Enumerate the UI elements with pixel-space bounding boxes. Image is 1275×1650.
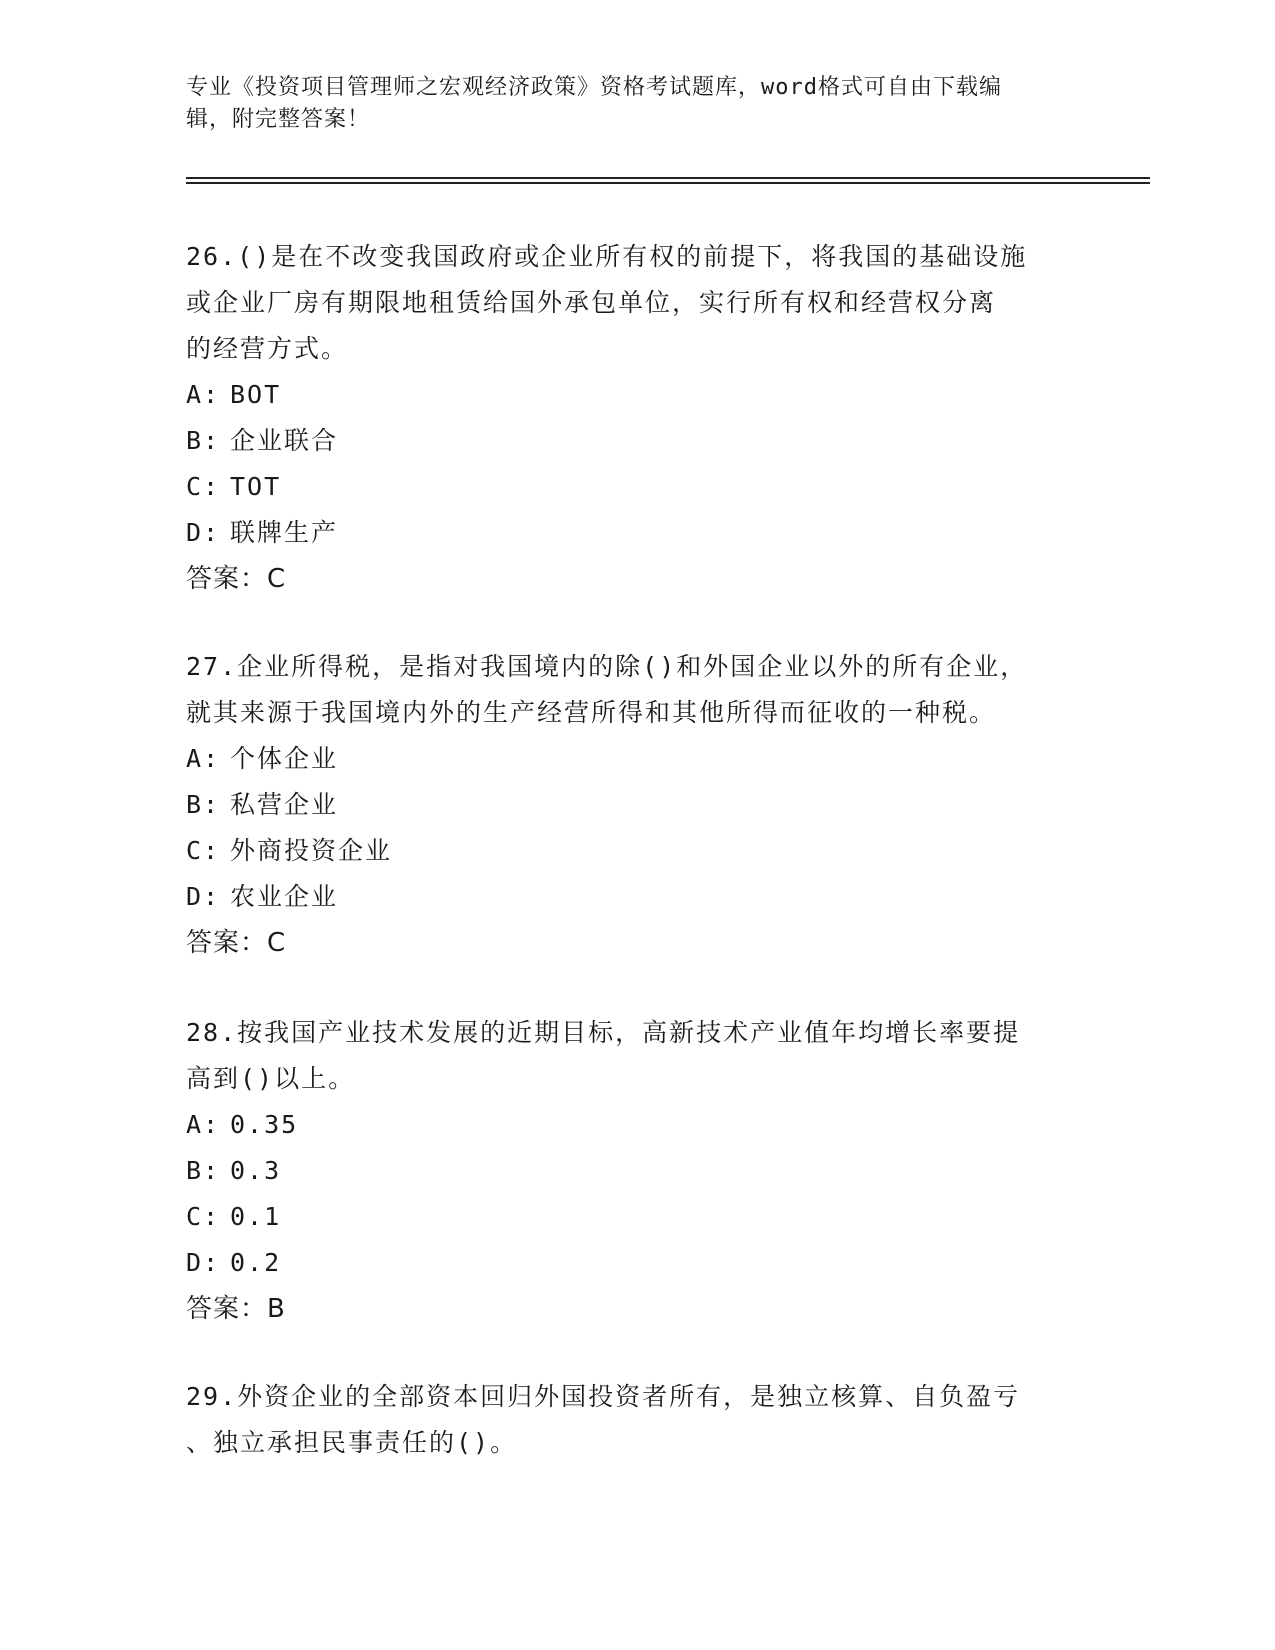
question-line: 或企业厂房有期限地租赁给国外承包单位，实行所有权和经营权分离	[186, 288, 997, 317]
option-d	[186, 510, 1086, 556]
question-line: 27.企业所得税，是指对我国境内的除()和外国企业以外的所有企业，	[186, 652, 1028, 681]
question-line: 28.按我国产业技术发展的近期目标，高新技术产业值年均增长率要提	[186, 1018, 1021, 1047]
option-b	[186, 782, 1086, 828]
answer: 答案：B	[186, 1294, 286, 1324]
option-text: 企业联合	[230, 426, 339, 455]
option-letter: A:	[186, 744, 221, 773]
header-line-1: 专业《投资项目管理师之宏观经济政策》资格考试题库，word格式可自由下载编	[186, 75, 1002, 100]
question-28	[186, 1010, 1086, 1332]
option-d	[186, 874, 1086, 920]
header-line-2: 辑，附完整答案！	[186, 107, 371, 132]
option-text: 0.3	[230, 1156, 282, 1185]
question-line: 的经营方式。	[186, 334, 349, 363]
question-text	[186, 1374, 1086, 1466]
option-c	[186, 464, 1086, 510]
option-c	[186, 828, 1086, 874]
option-letter: A:	[186, 380, 221, 409]
question-text	[186, 234, 1086, 372]
option-text: 0.2	[230, 1248, 282, 1277]
option-letter: B:	[186, 790, 221, 819]
question-text	[186, 1010, 1086, 1102]
option-text: 个体企业	[230, 744, 339, 773]
option-letter: B:	[186, 1156, 221, 1185]
option-text: 0.35	[230, 1110, 299, 1139]
option-a	[186, 372, 1086, 418]
option-text: 私营企业	[230, 790, 339, 819]
question-27	[186, 644, 1086, 966]
question-line: 就其来源于我国境内外的生产经营所得和其他所得而征收的一种税。	[186, 698, 997, 727]
header-divider-bottom	[186, 182, 1150, 184]
option-letter: C:	[186, 1202, 221, 1231]
question-text	[186, 644, 1086, 736]
question-26	[186, 234, 1086, 602]
answer: 答案：C	[186, 928, 287, 958]
question-29	[186, 1374, 1086, 1466]
option-c	[186, 1194, 1086, 1240]
option-text: TOT	[230, 472, 282, 501]
option-d	[186, 1240, 1086, 1286]
question-line: 29.外资企业的全部资本回归外国投资者所有，是独立核算、自负盈亏	[186, 1382, 1021, 1411]
document-header	[186, 72, 1066, 136]
question-line: 、独立承担民事责任的()。	[186, 1428, 518, 1457]
option-letter: C:	[186, 472, 221, 501]
option-a	[186, 736, 1086, 782]
option-text: 外商投资企业	[230, 836, 393, 865]
header-divider-top	[186, 177, 1150, 179]
option-a	[186, 1102, 1086, 1148]
option-letter: C:	[186, 836, 221, 865]
option-b	[186, 418, 1086, 464]
question-line: 26.()是在不改变我国政府或企业所有权的前提下，将我国的基础设施	[186, 242, 1028, 271]
option-letter: A:	[186, 1110, 221, 1139]
option-text: 0.1	[230, 1202, 282, 1231]
answer: 答案：C	[186, 564, 287, 594]
option-text: 农业企业	[230, 882, 339, 911]
question-line: 高到()以上。	[186, 1064, 356, 1093]
option-b	[186, 1148, 1086, 1194]
option-letter: D:	[186, 882, 221, 911]
option-text: BOT	[230, 380, 282, 409]
option-letter: B:	[186, 426, 221, 455]
option-letter: D:	[186, 1248, 221, 1277]
option-letter: D:	[186, 518, 221, 547]
option-text: 联牌生产	[230, 518, 339, 547]
